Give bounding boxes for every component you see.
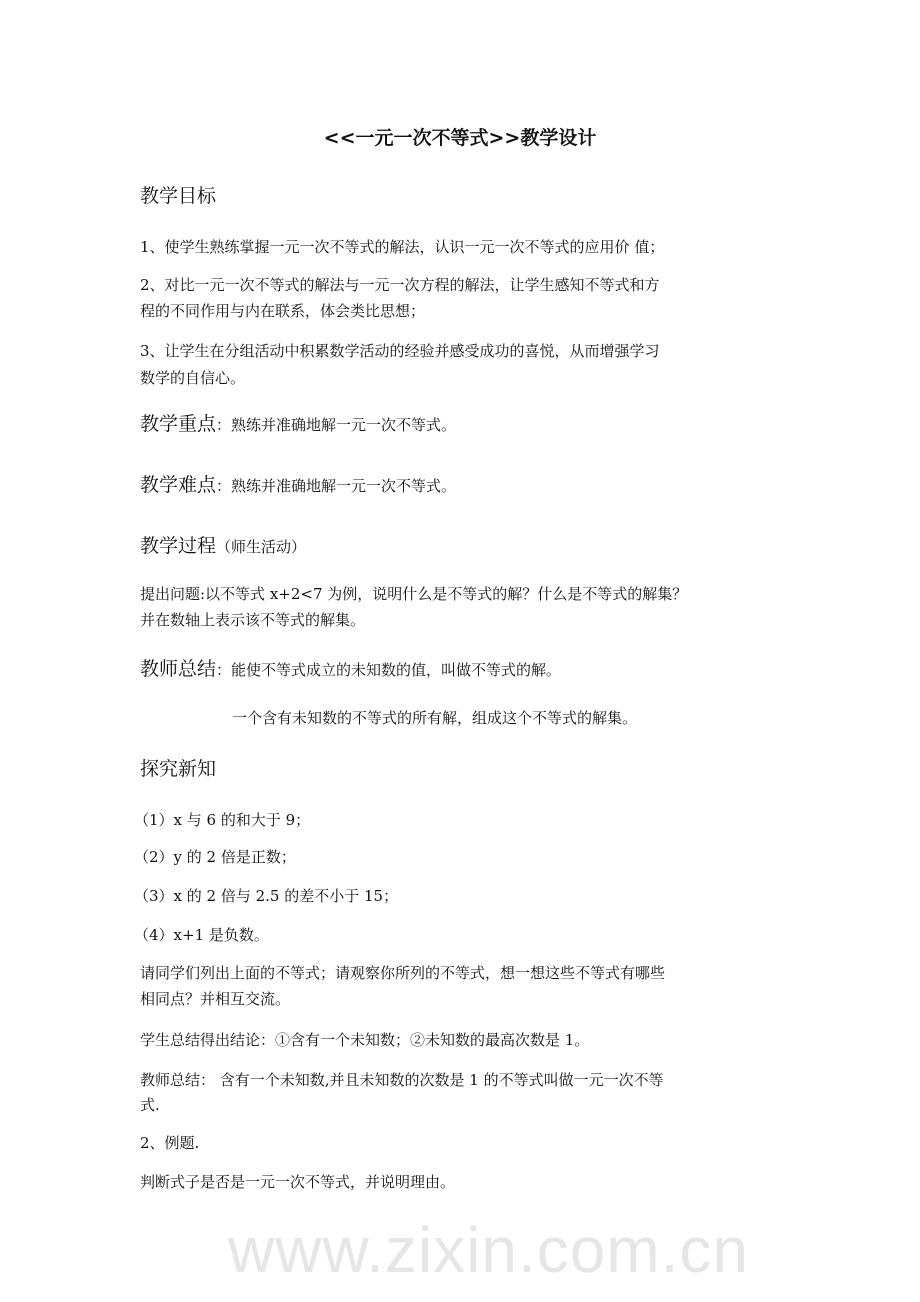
teacher-summary-text: ：能使不等式成立的未知数的值，叫做不等式的解。	[216, 661, 562, 679]
teacher-summary-1	[140, 656, 561, 683]
difficulty	[140, 472, 456, 499]
difficulty-label: 教学难点	[140, 474, 217, 496]
student-conclusion: 学生总结得出结论：①含有一个未知数；②未知数的最高次数是 1。	[140, 1031, 590, 1049]
key-point-label: 教学重点	[140, 413, 217, 435]
watermark: www.zixin.com.cn	[228, 1214, 749, 1286]
teacher-summary-2-cont: 式.	[140, 1096, 160, 1114]
explore-item-1: （1）x 与 6 的和大于 9；	[134, 811, 311, 829]
process-heading	[140, 533, 306, 560]
question-line-1: 提出问题:以不等式 x+2<7 为例，说明什么是不等式的解？什么是不等式的解集？	[140, 585, 688, 603]
difficulty-text: ：熟练并准确地解一元一次不等式。	[216, 477, 457, 495]
objective-1: 1、使学生熟练掌握一元一次不等式的解法，认识一元一次不等式的应用价 值；	[140, 238, 665, 256]
explore-prompt-2: 相同点？并相互交流。	[140, 990, 291, 1008]
process-note: （师生活动）	[216, 538, 307, 556]
objectives-heading: 教学目标	[140, 185, 217, 207]
document-title: <<一元一次不等式>>教学设计	[323, 127, 597, 149]
key-point	[140, 411, 456, 438]
objective-2-cont: 程的不同作用与内在联系，体会类比思想；	[140, 302, 426, 320]
explore-heading: 探究新知	[140, 758, 217, 780]
example-text: 判断式子是否是一元一次不等式，并说明理由。	[140, 1173, 456, 1191]
explore-item-4: （4）x+1 是负数。	[134, 926, 269, 944]
explore-item-2: （2）y 的 2 倍是正数；	[134, 848, 296, 866]
example-heading: 2、例题.	[140, 1134, 200, 1152]
objective-3: 3、让学生在分组活动中积累数学活动的经验并感受成功的喜悦，从而增强学习	[140, 342, 660, 360]
objective-2: 2、对比一元一次不等式的解法与一元一次方程的解法，让学生感知不等式和方	[140, 276, 660, 294]
key-point-text: ：熟练并准确地解一元一次不等式。	[216, 416, 457, 434]
question-line-2: 并在数轴上表示该不等式的解集。	[140, 611, 366, 629]
explore-prompt-1: 请同学们列出上面的不等式；请观察你所列的不等式，想一想这些不等式有哪些	[140, 964, 666, 982]
objective-3-cont: 数学的自信心。	[140, 369, 246, 387]
teacher-summary-label: 教师总结	[140, 658, 217, 680]
process-label: 教学过程	[140, 535, 217, 557]
explore-item-3: （3）x 的 2 倍与 2.5 的差不小于 15；	[134, 887, 399, 905]
teacher-summary-1-line2: 一个含有未知数的不等式的所有解，组成这个不等式的解集。	[232, 709, 638, 727]
teacher-summary-2: 教师总结： 含有一个未知数,并且未知数的次数是 1 的不等式叫做一元一次不等	[140, 1071, 664, 1089]
